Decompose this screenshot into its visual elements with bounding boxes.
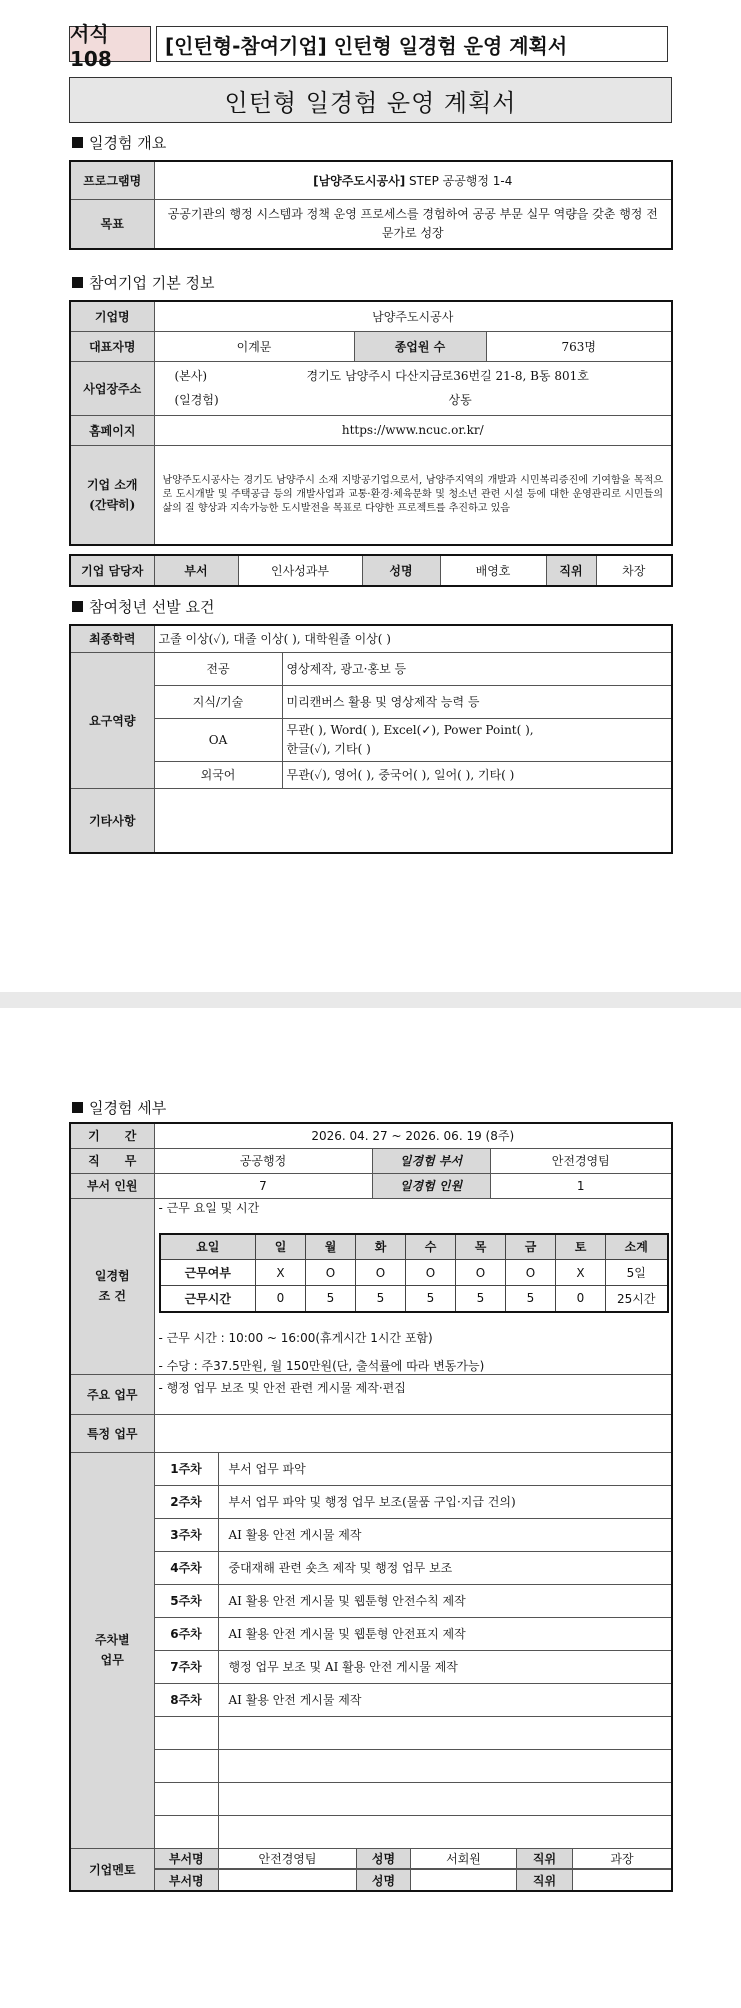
week-number: 6주차 bbox=[154, 1617, 218, 1650]
work-cell-1: O bbox=[306, 1260, 356, 1286]
mentor2-position-label: 직위 bbox=[517, 1870, 573, 1890]
goal-value: 공공기관의 행정 시스템과 정책 운영 프로세스를 경험하여 공공 부문 실무 역량을 갖춘 행정 전문가로 성장 bbox=[154, 199, 672, 249]
week-number: 1주차 bbox=[154, 1452, 218, 1485]
week-row bbox=[70, 1617, 672, 1650]
program-name: STEP 공공행정 1-4 bbox=[405, 173, 513, 188]
staff-label: 부서 인원 bbox=[70, 1173, 154, 1198]
company-intro: 남양주도시공사는 경기도 남양주시 소재 지방공기업으로서, 남양주지역의 개발과 시민복리증진에 기여함을 목적으로 도시개발 및 주택공급 등의 개발사업과 교통·환경·체육문화 및 청소년 관련 시설 등에 대한 운영관리로 시민들의 삶의 질 향상과 지속가능한 도시발전을 목표로 다양한 프로젝트를 추진하고 있음 bbox=[154, 445, 672, 545]
week-number bbox=[154, 1749, 218, 1782]
square-bullet-icon bbox=[72, 277, 83, 288]
employee-count: 763명 bbox=[486, 331, 672, 361]
work-cell-5: O bbox=[506, 1260, 556, 1286]
hours-cell-1: 5 bbox=[306, 1286, 356, 1312]
mentor1-name: 서회원 bbox=[411, 1849, 517, 1869]
work-cell-2: O bbox=[356, 1260, 406, 1286]
company-table bbox=[69, 300, 673, 546]
week-number: 5주차 bbox=[154, 1584, 218, 1617]
work-site-address: 상동 bbox=[448, 393, 472, 407]
week-number: 3주차 bbox=[154, 1518, 218, 1551]
schedule-head-1: 일 bbox=[256, 1234, 306, 1260]
hq-label: (본사) bbox=[174, 369, 208, 383]
mentor2-position bbox=[573, 1870, 672, 1890]
duty-value: 공공행정 bbox=[154, 1148, 372, 1173]
section-details-heading bbox=[72, 1097, 166, 1118]
week-task: AI 활용 안전 게시물 제작 bbox=[218, 1683, 672, 1716]
week-row bbox=[70, 1452, 672, 1485]
address-value bbox=[154, 361, 672, 415]
section-title: 참여기업 기본 정보 bbox=[89, 274, 215, 292]
major-label: 전공 bbox=[154, 652, 282, 685]
work-time-note: - 근무 시간 : 10:00 ~ 16:00(휴게시간 1시간 포함) bbox=[158, 1330, 433, 1345]
schedule-table bbox=[159, 1233, 669, 1313]
mentor1-dept: 안전경영팀 bbox=[219, 1849, 357, 1869]
schedule-hours-row bbox=[160, 1286, 668, 1312]
hq-address: 경기도 남양주시 다산지금로36번길 21-8, B동 801호 bbox=[306, 369, 589, 383]
major-value: 영상제작, 광고·홍보 등 bbox=[282, 652, 672, 685]
section-requirements-heading bbox=[72, 596, 214, 617]
square-bullet-icon bbox=[72, 1102, 83, 1113]
company-name: 남양주도시공사 bbox=[154, 301, 672, 331]
requirements-table bbox=[69, 624, 673, 854]
contact-label: 기업 담당자 bbox=[70, 555, 154, 586]
employee-count-label: 종업원 수 bbox=[354, 331, 486, 361]
schedule-head-2: 월 bbox=[306, 1234, 356, 1260]
period-value: 2026. 04. 27 ~ 2026. 06. 19 (8주) bbox=[154, 1123, 672, 1148]
week-number: 8주차 bbox=[154, 1683, 218, 1716]
schedule-head-6: 금 bbox=[506, 1234, 556, 1260]
conditions-label: 일경험 조 건 bbox=[70, 1198, 154, 1374]
mentor1-position-label: 직위 bbox=[517, 1849, 573, 1869]
page-2 bbox=[0, 1008, 741, 2008]
pay-note: - 수당 : 주37.5만원, 월 150만원(단, 출석률에 따라 변동가능) bbox=[158, 1358, 485, 1373]
hours-cell-6: 0 bbox=[556, 1286, 606, 1312]
oa-line-1: 무관( ), Word( ), Excel(✓), Power Point( ), bbox=[286, 722, 534, 737]
skill-label: 지식/기술 bbox=[154, 685, 282, 718]
section-title: 일경험 세부 bbox=[89, 1099, 167, 1117]
program-company: [남양주도시공사] bbox=[313, 173, 406, 188]
conditions-cell bbox=[154, 1198, 672, 1374]
week-task bbox=[218, 1716, 672, 1749]
week-row bbox=[70, 1815, 672, 1848]
main-duty-value: - 행정 업무 보조 및 안전 관련 게시물 제작·편집 bbox=[154, 1374, 672, 1414]
work-cell-4: O bbox=[456, 1260, 506, 1286]
overview-table bbox=[69, 160, 673, 250]
form-title: [인턴형-참여기업] 인턴형 일경험 운영 계획서 bbox=[156, 26, 668, 62]
ceo-label: 대표자명 bbox=[70, 331, 154, 361]
skill-value: 미리캔버스 활용 및 영상제작 능력 등 bbox=[282, 685, 672, 718]
week-row bbox=[70, 1683, 672, 1716]
hours-cell-2: 5 bbox=[356, 1286, 406, 1312]
contact-name-label: 성명 bbox=[362, 555, 440, 586]
education-label: 최종학력 bbox=[70, 625, 154, 652]
exp-dept-value: 안전경영팀 bbox=[490, 1148, 672, 1173]
schedule-header-row bbox=[160, 1234, 668, 1260]
week-row bbox=[70, 1782, 672, 1815]
work-cell-0: X bbox=[256, 1260, 306, 1286]
section-title: 일경험 개요 bbox=[89, 134, 167, 152]
hours-cell-3: 5 bbox=[406, 1286, 456, 1312]
week-task: 부서 업무 파악 및 행정 업무 보조(물품 구입·지급 건의) bbox=[218, 1485, 672, 1518]
schedule-work-row bbox=[160, 1260, 668, 1286]
hours-cell-7: 25시간 bbox=[606, 1286, 668, 1312]
week-task bbox=[218, 1815, 672, 1848]
week-row bbox=[70, 1716, 672, 1749]
language-label: 외국어 bbox=[154, 761, 282, 788]
schedule-head-4: 수 bbox=[406, 1234, 456, 1260]
schedule-head-7: 토 bbox=[556, 1234, 606, 1260]
intro-label: 기업 소개 (간략히) bbox=[70, 445, 154, 545]
competency-label: 요구역량 bbox=[70, 652, 154, 788]
contact-position: 차장 bbox=[596, 555, 672, 586]
schedule-head-8: 소계 bbox=[606, 1234, 668, 1260]
week-number: 7주차 bbox=[154, 1650, 218, 1683]
week-number: 2주차 bbox=[154, 1485, 218, 1518]
contact-table bbox=[69, 554, 673, 587]
section-title: 참여청년 선발 요건 bbox=[89, 598, 215, 616]
section-company-heading bbox=[72, 272, 214, 293]
hours-cell-5: 5 bbox=[506, 1286, 556, 1312]
schedule-head-0: 요일 bbox=[160, 1234, 256, 1260]
week-task: AI 활용 안전 게시물 및 웹툰형 안전수칙 제작 bbox=[218, 1584, 672, 1617]
mentor1-dept-label: 부서명 bbox=[155, 1849, 219, 1869]
week-row bbox=[70, 1584, 672, 1617]
section-overview-heading bbox=[72, 132, 166, 153]
ceo-name: 이계문 bbox=[154, 331, 354, 361]
week-row bbox=[70, 1485, 672, 1518]
mentor2-name-label: 성명 bbox=[357, 1870, 411, 1890]
period-label: 기 간 bbox=[70, 1123, 154, 1148]
mentor-label: 기업멘토 bbox=[70, 1848, 154, 1891]
exp-count-value: 1 bbox=[490, 1173, 672, 1198]
work-site-label: (일경험) bbox=[174, 393, 219, 407]
mentor-row-1 bbox=[154, 1848, 672, 1870]
work-cell-6: X bbox=[556, 1260, 606, 1286]
company-name-label: 기업명 bbox=[70, 301, 154, 331]
document-title: 인턴형 일경험 운영 계획서 bbox=[69, 77, 672, 123]
hours-cell-4: 5 bbox=[456, 1286, 506, 1312]
exp-count-label: 일경험 인원 bbox=[372, 1173, 490, 1198]
work-row-label: 근무여부 bbox=[160, 1260, 256, 1286]
week-task: AI 활용 안전 게시물 제작 bbox=[218, 1518, 672, 1551]
details-table bbox=[69, 1122, 673, 1892]
week-task bbox=[218, 1749, 672, 1782]
mentor2-dept-label: 부서명 bbox=[155, 1870, 219, 1890]
square-bullet-icon bbox=[72, 601, 83, 612]
etc-value bbox=[154, 788, 672, 853]
exp-dept-label: 일경험 부서 bbox=[372, 1148, 490, 1173]
oa-value bbox=[282, 718, 672, 761]
language-value: 무관(✓), 영어( ), 중국어( ), 일어( ), 기타( ) bbox=[282, 761, 672, 788]
schedule-head-3: 화 bbox=[356, 1234, 406, 1260]
hours-row-label: 근무시간 bbox=[160, 1286, 256, 1312]
duty-label: 직 무 bbox=[70, 1148, 154, 1173]
etc-label: 기타사항 bbox=[70, 788, 154, 853]
homepage-url[interactable]: https://www.ncuc.or.kr/ bbox=[154, 415, 672, 445]
program-label: 프로그램명 bbox=[70, 161, 154, 199]
contact-dept: 인사성과부 bbox=[238, 555, 362, 586]
mentor-row-2 bbox=[154, 1870, 672, 1892]
form-number-badge: 서식 108 bbox=[69, 26, 151, 62]
contact-position-label: 직위 bbox=[546, 555, 596, 586]
week-row bbox=[70, 1518, 672, 1551]
main-duty-label: 주요 업무 bbox=[70, 1374, 154, 1414]
week-number bbox=[154, 1815, 218, 1848]
address-label: 사업장주소 bbox=[70, 361, 154, 415]
schedule-head-5: 목 bbox=[456, 1234, 506, 1260]
program-value bbox=[154, 161, 672, 199]
week-number bbox=[154, 1782, 218, 1815]
week-task bbox=[218, 1782, 672, 1815]
week-row bbox=[70, 1749, 672, 1782]
page-1 bbox=[0, 0, 741, 992]
mentor1-name-label: 성명 bbox=[357, 1849, 411, 1869]
special-duty-label: 특정 업무 bbox=[70, 1414, 154, 1452]
week-row bbox=[70, 1551, 672, 1584]
weekly-duty-label: 주차별 업무 bbox=[70, 1452, 154, 1848]
week-number bbox=[154, 1716, 218, 1749]
week-task: 부서 업무 파악 bbox=[218, 1452, 672, 1485]
education-value: 고졸 이상(✓), 대졸 이상( ), 대학원졸 이상( ) bbox=[154, 625, 672, 652]
week-task: AI 활용 안전 게시물 및 웹툰형 안전표지 제작 bbox=[218, 1617, 672, 1650]
schedule-title: - 근무 요일 및 시간 bbox=[158, 1200, 260, 1215]
mentor2-name bbox=[411, 1870, 517, 1890]
oa-label: OA bbox=[154, 718, 282, 761]
oa-line-2: 한글(✓), 기타( ) bbox=[286, 741, 371, 756]
homepage-label: 홈페이지 bbox=[70, 415, 154, 445]
week-row bbox=[70, 1650, 672, 1683]
mentor1-position: 과장 bbox=[573, 1849, 672, 1869]
week-task: 행정 업무 보조 및 AI 활용 안전 게시물 제작 bbox=[218, 1650, 672, 1683]
staff-value: 7 bbox=[154, 1173, 372, 1198]
work-cell-7: 5일 bbox=[606, 1260, 668, 1286]
contact-name: 배영호 bbox=[440, 555, 546, 586]
week-number: 4주차 bbox=[154, 1551, 218, 1584]
work-cell-3: O bbox=[406, 1260, 456, 1286]
goal-label: 목표 bbox=[70, 199, 154, 249]
contact-dept-label: 부서 bbox=[154, 555, 238, 586]
special-duty-value bbox=[154, 1414, 672, 1452]
square-bullet-icon bbox=[72, 137, 83, 148]
mentor2-dept bbox=[219, 1870, 357, 1890]
hours-cell-0: 0 bbox=[256, 1286, 306, 1312]
week-task: 중대재해 관련 숏츠 제작 및 행정 업무 보조 bbox=[218, 1551, 672, 1584]
